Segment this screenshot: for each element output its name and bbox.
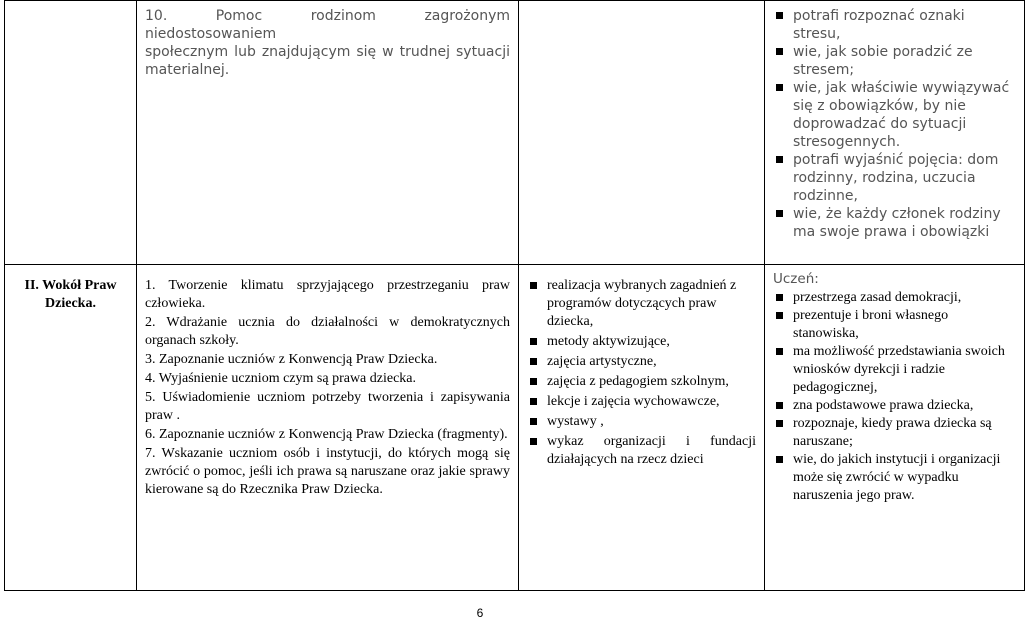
row2-outcomes-cell [765, 265, 1025, 591]
square-bullet-icon [530, 438, 537, 445]
square-bullet-icon [776, 420, 783, 427]
topic-item-4: 4. Wyjaśnienie uczniom czym są prawa dziecka. [145, 371, 417, 386]
list-item: przestrzega zasad demokracji, [773, 289, 1016, 307]
list-item: wie, do jakich instytucji i organizacji może się zwrócić w wypadku naruszenia jego praw. [773, 451, 1016, 505]
square-bullet-icon [776, 12, 783, 19]
square-bullet-icon [776, 402, 783, 409]
outcomes-intro: Uczeń: [773, 271, 819, 287]
row1-section-cell [5, 1, 137, 265]
list-item: ma możliwość przedstawiania swoich wniosków dyrekcji i radzie pedagogicznej, [773, 343, 1016, 397]
list-item: wie, jak właściwie wywiązywać się z obowiązków, by nie doprowadzać do sytuacji stresogennych. [773, 79, 1016, 151]
list-item: metody aktywizujące, [527, 333, 756, 351]
row1-outcomes-cell [765, 1, 1025, 265]
row1-outcomes-list [773, 7, 1016, 241]
row1-methods-cell [519, 1, 765, 265]
list-item: zajęcia artystyczne, [527, 353, 756, 371]
topic-item-7: 7. Wskazanie uczniom osób i instytucji, do których mogą się zwrócić o pomoc, jeśli ich prawa są naruszane oraz jakie sprawy kierowane są do Rzecznika Praw Dziecka. [145, 446, 510, 497]
square-bullet-icon [530, 398, 537, 405]
section-title-cell [5, 265, 137, 591]
list-item: rozpoznaje, kiedy prawa dziecka są naruszane; [773, 415, 1016, 451]
list-item: zna podstawowe prawa dziecka, [773, 397, 1016, 415]
list-item: wie, że każdy członek rodziny ma swoje prawa i obowiązki [773, 205, 1016, 241]
topic-10-line-2: społecznym lub znajdującym się w trudnej sytuacji [145, 44, 510, 60]
curriculum-table [4, 0, 1025, 591]
square-bullet-icon [530, 282, 537, 289]
square-bullet-icon [530, 378, 537, 385]
list-item: lekcje i zajęcia wychowawcze, [527, 393, 756, 411]
square-bullet-icon [776, 456, 783, 463]
row1-topic-cell [137, 1, 519, 265]
outcomes-list [773, 289, 1016, 505]
square-bullet-icon [776, 312, 783, 319]
topic-10-line-3: materialnej. [145, 62, 230, 78]
square-bullet-icon [530, 358, 537, 365]
square-bullet-icon [776, 156, 783, 163]
methods-list [527, 277, 756, 469]
topic-10-line-1: 10. Pomoc rodzinom zagrożonym niedostosowaniem [145, 8, 510, 42]
square-bullet-icon [776, 210, 783, 217]
topic-item-6: 6. Zapoznanie uczniów z Konwencją Praw Dziecka (fragmenty). [145, 427, 508, 442]
topic-item-5: 5. Uświadomienie uczniom potrzeby tworzenia i zapisywania praw . [145, 390, 510, 423]
list-item: potrafi rozpoznać oznaki stresu, [773, 7, 1016, 43]
square-bullet-icon [776, 348, 783, 355]
topic-item-1: 1. Tworzenie klimatu sprzyjającego przestrzeganiu praw człowieka. [145, 278, 510, 311]
square-bullet-icon [530, 418, 537, 425]
square-bullet-icon [776, 48, 783, 55]
list-item: realizacja wybranych zagadnień z programów dotyczących praw dziecka, [527, 277, 756, 331]
topic-item-2: 2. Wdrażanie ucznia do działalności w demokratycznych organach szkoły. [145, 315, 510, 348]
square-bullet-icon [776, 294, 783, 301]
section-title: II. Wokół Praw Dziecka. [24, 278, 117, 311]
topic-item-3: 3. Zapoznanie uczniów z Konwencją Praw Dziecka. [145, 352, 438, 367]
list-item: wykaz organizacji i fundacji działających na rzecz dzieci [527, 433, 756, 469]
table-row [5, 1, 1025, 265]
square-bullet-icon [530, 338, 537, 345]
page-number: 6 [476, 606, 484, 620]
table-row [5, 265, 1025, 591]
list-item: wystawy , [527, 413, 756, 431]
row2-methods-cell [519, 265, 765, 591]
list-item: prezentuje i broni własnego stanowiska, [773, 307, 1016, 343]
list-item: zajęcia z pedagogiem szkolnym, [527, 373, 756, 391]
square-bullet-icon [776, 84, 783, 91]
list-item: wie, jak sobie poradzić ze stresem; [773, 43, 1016, 79]
row2-topics-cell [137, 265, 519, 591]
list-item: potrafi wyjaśnić pojęcia: dom rodzinny, rodzina, uczucia rodzinne, [773, 151, 1016, 205]
